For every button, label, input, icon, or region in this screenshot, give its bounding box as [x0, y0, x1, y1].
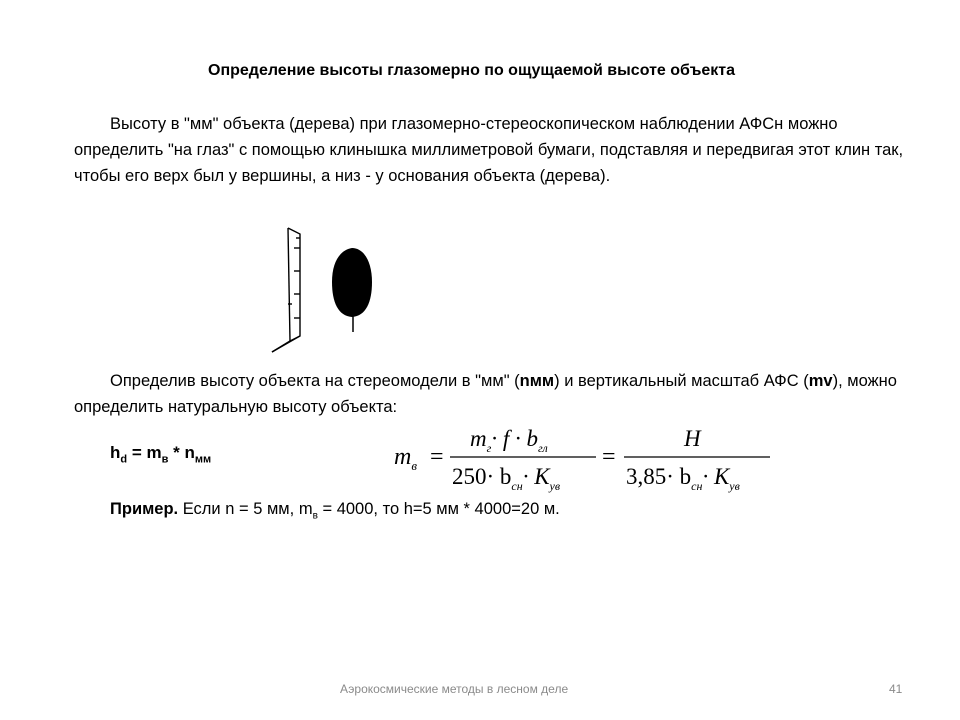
example-label: Пример.	[110, 500, 179, 518]
math-den2-k-sub: ув	[729, 479, 740, 493]
math-lhs: m	[394, 444, 412, 470]
formula-h-sub: d	[120, 453, 128, 466]
math-num1-m-sub: г	[486, 441, 492, 455]
formula-n-sub: мм	[194, 453, 212, 466]
formula-h: h	[110, 443, 121, 462]
formula-m: = m	[127, 443, 162, 462]
math-den1-k: · K	[522, 464, 550, 489]
millimeter-wedge	[272, 228, 300, 352]
math-den1: 250· b	[452, 464, 512, 489]
math-eq2: =	[602, 444, 616, 470]
intro-text: Высоту в "мм" объекта (дерева) при глазомерно-стереоскопическом наблюдении АФСн можно определить "на глаз" с помощью клинышка миллиметровой бумаги, подставляя и передвигая этот клин так, чтобы его верх был у вершины, а низ - у основания объекта (дерева).	[74, 115, 904, 185]
determine-text-1: Определив высоту объекта на стереомодели в "мм" (	[110, 372, 520, 390]
slide-title: Определение высоты глазомерно по ощущаемой высоте объекта	[208, 62, 735, 79]
math-den2-k: · K	[702, 464, 730, 489]
tree-icon	[332, 248, 372, 332]
math-num2: H	[684, 426, 701, 451]
scale-formula	[388, 420, 788, 500]
footer-title: Аэрокосмические методы в лесном деле	[340, 682, 569, 696]
example-line	[110, 500, 560, 521]
svg-text:mв	[394, 444, 417, 473]
page-number: 41	[889, 682, 903, 696]
math-eq1: =	[430, 444, 444, 470]
math-lhs-sub: в	[411, 458, 417, 473]
example-text-2: = 4000, то h=5 мм * 4000=20 м.	[317, 500, 560, 518]
math-num1-rest: · f · b	[491, 426, 538, 451]
determine-text-2: ) и вертикальный масштаб АФС (	[554, 372, 809, 390]
math-num1-b-sub: гл	[537, 441, 548, 455]
svg-text:250· bсн· Kув	[452, 464, 560, 493]
math-den2-b-sub: сн	[691, 479, 703, 493]
determine-paragraph	[74, 368, 914, 420]
intro-paragraph	[74, 111, 914, 189]
example-sub: в	[312, 510, 318, 522]
mv-term: mv	[808, 372, 833, 390]
wedge-tree-illustration	[268, 224, 388, 358]
math-den1-k-sub: ув	[549, 479, 561, 493]
height-formula	[110, 443, 211, 465]
determine-text-3: ), можно определить натуральную высоту объекта:	[74, 372, 897, 416]
svg-text:mг· f · bгл	[470, 426, 548, 455]
formula-n: * n	[168, 443, 195, 462]
math-den1-b-sub: сн	[511, 479, 523, 493]
example-text-1: Если n = 5 мм, m	[178, 500, 313, 518]
math-den2: 3,85· b	[626, 464, 692, 489]
formula-m-sub: в	[161, 453, 169, 466]
nmm-term: nмм	[519, 372, 555, 390]
math-num1-m: m	[470, 426, 487, 451]
svg-text:3,85· bсн· Kув	[626, 464, 740, 493]
